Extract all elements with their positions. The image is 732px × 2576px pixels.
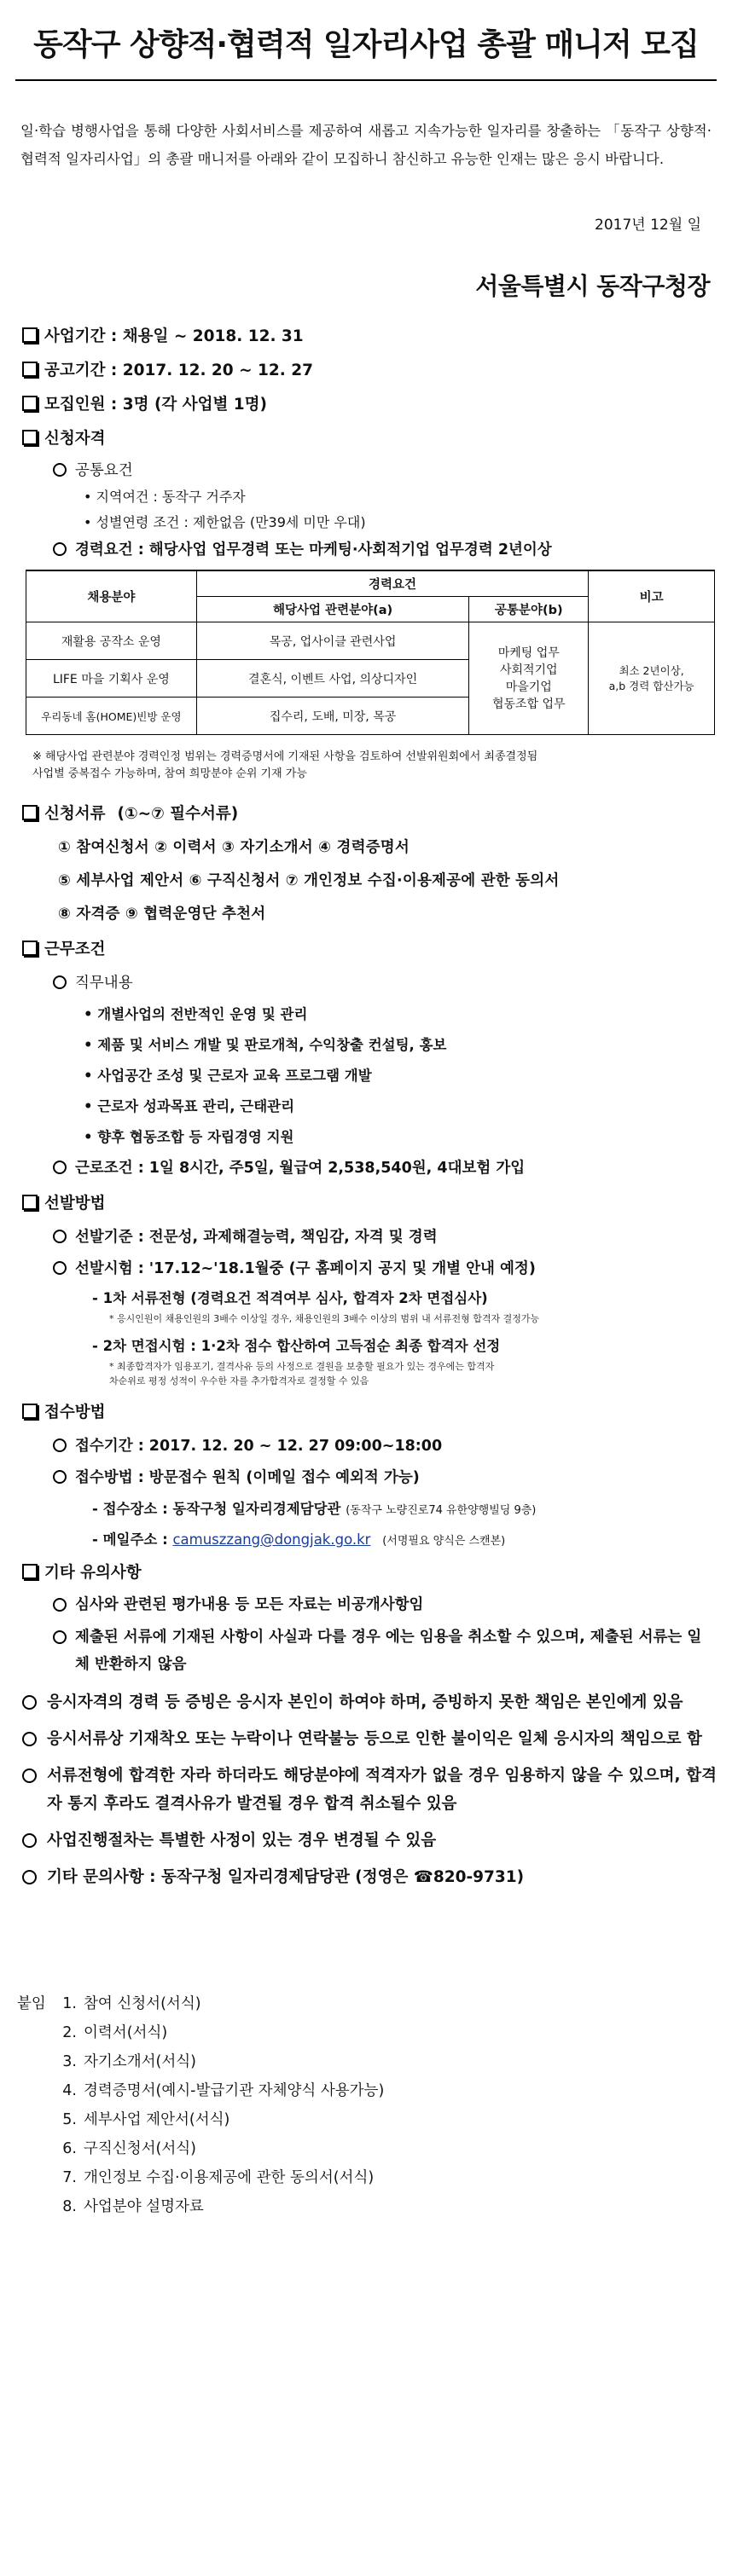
selection-exam-text: 선발시험 : '17.12~'18.1월중 (구 홈페이지 공지 및 개별 안내 예정) bbox=[75, 1260, 536, 1277]
general-note-text: 응시서류상 기재착오 또는 누락이나 연락불능 등으로 인한 불이익은 일체 응시자의 책임으로 함 bbox=[47, 1730, 702, 1748]
circle-bullet-icon bbox=[22, 1833, 37, 1848]
circle-bullet-icon bbox=[53, 542, 67, 556]
attachment-label: 붙임 bbox=[17, 1995, 46, 2012]
attachment-number: 7. bbox=[62, 2169, 77, 2186]
career-requirement bbox=[15, 538, 717, 559]
attachment-item bbox=[17, 2050, 717, 2071]
selection-heading: 선발방법 bbox=[44, 1195, 106, 1213]
circle-bullet-icon bbox=[53, 1261, 67, 1275]
application-period bbox=[15, 1434, 717, 1456]
application-place-text: - 접수장소 : 동작구청 일자리경제담당관 bbox=[92, 1501, 341, 1517]
intro-paragraph: 일·학습 병행사업을 통해 다양한 사회서비스를 제공하여 새롭고 지속가능한 일자리를 창출하는 「동작구 상향적·협력적 일자리사업」의 총괄 매니저를 아래와 같이 모집하니 참신하고 유능한 인재는 많은 응시 바랍니다. bbox=[20, 123, 712, 167]
work-conditions-heading: 근무조건 bbox=[44, 941, 106, 958]
section-recruit-count bbox=[15, 392, 717, 414]
qualification-heading: 신청자격 bbox=[44, 430, 106, 448]
circle-bullet-icon bbox=[53, 1439, 67, 1452]
attachment-item bbox=[17, 2108, 717, 2129]
attachment-item bbox=[17, 2195, 717, 2216]
general-note-text: 기타 문의사항 : 동작구청 일자리경제담당관 (정영은 ☎820-9731) bbox=[47, 1868, 525, 1886]
duty-label: 직무내용 bbox=[75, 975, 133, 992]
circle-bullet-icon bbox=[53, 1161, 67, 1174]
section-work-conditions bbox=[15, 937, 717, 959]
notice-period-text: 공고기간 : 2017. 12. 20 ~ 12. 27 bbox=[44, 362, 314, 379]
general-note bbox=[15, 1863, 717, 1891]
selection-criteria-text: 선발기준 : 전문성, 과제해결능력, 책임감, 자격 및 경력 bbox=[75, 1229, 438, 1246]
circle-bullet-icon bbox=[53, 975, 67, 989]
labor-conditions-text: 근로조건 : 1일 8시간, 주5일, 월급여 2,538,540원, 4대보험 가입 bbox=[75, 1160, 526, 1177]
business-period-text: 사업기간 : 채용일 ~ 2018. 12. 31 bbox=[44, 327, 304, 345]
attachment-title: 세부사업 제안서(서식) bbox=[84, 2111, 230, 2128]
section-qualification bbox=[15, 426, 717, 449]
other-notes-heading: 기타 유의사항 bbox=[44, 1564, 142, 1582]
checkbox-square-icon bbox=[22, 327, 38, 343]
duty-item-text: 사업공간 조성 및 근로자 교육 프로그램 개발 bbox=[97, 1068, 372, 1084]
circle-bullet-icon bbox=[22, 1870, 37, 1884]
duty-item: • 향후 협동조합 등 자립경영 지원 bbox=[84, 1129, 294, 1145]
gender-requirement: • 성별연령 조건 : 제한없음 (만39세 미만 우대) bbox=[84, 514, 366, 530]
checkbox-square-icon bbox=[22, 941, 38, 956]
table-cell-field: 우리동네 홈(HOME)빈방 운영 bbox=[26, 698, 197, 735]
selection-step-1: - 1차 서류전형 (경력요건 적격여부 심사, 합격자 2차 면접심사) bbox=[92, 1290, 488, 1306]
section-selection bbox=[15, 1191, 717, 1213]
attachment-number: 2. bbox=[62, 2024, 77, 2041]
table-header-b: 공통분야(b) bbox=[469, 597, 589, 622]
application-period-text: 접수기간 : 2017. 12. 20 ~ 12. 27 09:00~18:00 bbox=[75, 1438, 443, 1455]
email-link[interactable]: camuszzang@dongjak.go.kr bbox=[172, 1531, 371, 1548]
general-note-text: 사업진행절차는 특별한 사정이 있는 경우 변경될 수 있음 bbox=[47, 1832, 437, 1850]
documents-heading: 신청서류 bbox=[44, 805, 106, 823]
career-requirement-text: 경력요건 : 해당사업 업무경력 또는 마케팅·사회적기업 업무경력 2년이상 bbox=[75, 541, 552, 559]
attachment-item bbox=[17, 2166, 717, 2187]
table-header-note: 비고 bbox=[589, 570, 715, 622]
attachment-title: 참여 신청서(서식) bbox=[84, 1995, 201, 2012]
labor-conditions bbox=[15, 1156, 717, 1178]
attachment-title: 사업분야 설명자료 bbox=[84, 2198, 204, 2215]
duty-item-text: 근로자 성과목표 관리, 근태관리 bbox=[97, 1098, 295, 1114]
email-label: - 메일주소 : bbox=[92, 1531, 173, 1548]
attachment-title: 개인정보 수집·이용제공에 관한 동의서(서식) bbox=[84, 2169, 375, 2186]
attachment-number: 6. bbox=[62, 2140, 77, 2157]
circle-bullet-icon bbox=[53, 1598, 67, 1612]
common-requirements-label: 공통요건 bbox=[75, 462, 133, 479]
table-cell-a: 목공, 업사이클 관련사업 bbox=[196, 622, 469, 660]
attachment-item bbox=[17, 1992, 717, 2013]
other-note-text: 심사와 관련된 평가내용 등 모든 자료는 비공개사항임 bbox=[75, 1596, 424, 1613]
attachment-title: 자기소개서(서식) bbox=[84, 2053, 196, 2070]
table-cell-a: 집수리, 도배, 미장, 목공 bbox=[196, 698, 469, 735]
attachment-item bbox=[17, 2137, 717, 2158]
other-note-item bbox=[15, 1624, 717, 1678]
circle-bullet-icon bbox=[22, 1732, 37, 1746]
table-header-field: 채용분야 bbox=[26, 570, 197, 622]
documents-required-note: (①~⑦ 필수서류) bbox=[117, 805, 239, 823]
attachment-number: 3. bbox=[62, 2053, 77, 2070]
checkbox-square-icon bbox=[22, 1404, 38, 1419]
table-cell-b: 마케팅 업무 사회적기업 마을기업 협동조합 업무 bbox=[469, 622, 589, 735]
documents-line-2: ⑤ 세부사업 제안서 ⑥ 구직신청서 ⑦ 개인정보 수집·이용제공에 관한 동의서 bbox=[58, 872, 560, 889]
application-method bbox=[15, 1466, 717, 1487]
attachments bbox=[15, 1992, 717, 2216]
recruit-count-text: 모집인원 : 3명 (각 사업별 1명) bbox=[44, 396, 267, 414]
application-place-address: (동작구 노량진로74 유한양행빌딩 9층) bbox=[346, 1504, 537, 1517]
checkbox-square-icon bbox=[22, 396, 38, 411]
duty-item: • 개별사업의 전반적인 운영 및 관리 bbox=[84, 1006, 308, 1022]
table-cell-field: LIFE 마을 기획사 운영 bbox=[26, 660, 197, 698]
general-note bbox=[15, 1688, 717, 1716]
gender-requirement-text: 성별연령 조건 : 제한없음 (만39세 미만 우대) bbox=[96, 514, 366, 530]
circle-bullet-icon bbox=[22, 1695, 37, 1710]
table-cell-field: 재활용 공작소 운영 bbox=[26, 622, 197, 660]
duty-item-text: 제품 및 서비스 개발 및 판로개척, 수익창출 컨설팅, 홍보 bbox=[97, 1037, 447, 1053]
general-note bbox=[15, 1826, 717, 1855]
attachment-title: 구직신청서(서식) bbox=[84, 2140, 196, 2157]
table-cell-note: 최소 2년이상, a,b 경력 합산가능 bbox=[589, 622, 715, 735]
application-heading: 접수방법 bbox=[44, 1404, 106, 1421]
other-note-item bbox=[15, 1591, 717, 1618]
selection-exam bbox=[15, 1257, 717, 1278]
table-header-a: 해당사업 관련분야(a) bbox=[196, 597, 469, 622]
duty-item: • 근로자 성과목표 관리, 근태관리 bbox=[84, 1098, 295, 1114]
circle-bullet-icon bbox=[53, 1470, 67, 1484]
duty-subsection bbox=[15, 971, 717, 993]
attachment-item bbox=[17, 2021, 717, 2042]
issuing-organization: 서울특별시 동작구청장 bbox=[475, 272, 710, 300]
circle-bullet-icon bbox=[53, 1230, 67, 1243]
email-note: (서명필요 양식은 스캔본) bbox=[382, 1535, 506, 1548]
notice-date: 2017년 12월 일 bbox=[595, 217, 701, 234]
checkbox-square-icon bbox=[22, 430, 38, 445]
attachment-number: 4. bbox=[62, 2082, 77, 2099]
section-notice-period bbox=[15, 358, 717, 380]
selection-step-1-note: * 응시인원이 채용인원의 3배수 이상일 경우, 채용인원의 3배수 이상의 범위 내 서류전형 합격자 결정가능 bbox=[109, 1313, 540, 1324]
circle-bullet-icon bbox=[53, 1630, 67, 1644]
table-footnote: ※ 해당사업 관련분야 경력인정 범위는 경력증명서에 기재된 사항을 검토하여 선발위원회에서 최종결정됨 사업별 중복접수 가능하며, 참여 희망분야 순위 기재 가능 bbox=[32, 750, 538, 780]
duty-item-text: 개별사업의 전반적인 운영 및 관리 bbox=[97, 1006, 308, 1022]
other-note-text: 제출된 서류에 기재된 사항이 사실과 다를 경우 에는 임용을 취소할 수 있으며, 제출된 서류는 일체 반환하지 않음 bbox=[75, 1629, 702, 1673]
title-divider bbox=[15, 79, 717, 81]
attachment-number: 8. bbox=[62, 2198, 77, 2215]
documents-line-1: ① 참여신청서 ② 이력서 ③ 자기소개서 ④ 경력증명서 bbox=[58, 839, 410, 856]
page-title: 동작구 상향적·협력적 일자리사업 총괄 매니저 모집 bbox=[33, 27, 699, 62]
table-header-career: 경력요건 bbox=[196, 570, 588, 597]
duty-item-text: 향후 협동조합 등 자립경영 지원 bbox=[97, 1129, 294, 1145]
section-documents bbox=[15, 802, 717, 824]
general-note-text: 서류전형에 합격한 자라 하더라도 해당분야에 적격자가 없을 경우 임용하지 않을 수 있으며, 합격자 통지 후라도 결격사유가 발견될 경우 합격 취소될수 있음 bbox=[47, 1767, 717, 1813]
common-requirements bbox=[15, 459, 717, 480]
table-cell-a: 결혼식, 이벤트 사업, 의상디자인 bbox=[196, 660, 469, 698]
checkbox-square-icon bbox=[22, 362, 38, 377]
duty-item: • 제품 및 서비스 개발 및 판로개척, 수익창출 컨설팅, 홍보 bbox=[84, 1037, 447, 1053]
application-place bbox=[15, 1497, 717, 1518]
attachment-title: 경력증명서(예시-발급기관 자체양식 사용가능) bbox=[84, 2082, 385, 2099]
selection-step-2-note: * 최종합격자가 임용포기, 결격사유 등의 사정으로 결원을 보충할 필요가 있는 경우에는 합격자 차순위로 평정 성적이 우수한 자를 추가합격자로 결정할 수 있음 bbox=[109, 1361, 495, 1386]
selection-criteria bbox=[15, 1225, 717, 1247]
attachment-number: 5. bbox=[62, 2111, 77, 2128]
career-requirement-table bbox=[26, 570, 715, 735]
general-note bbox=[15, 1762, 717, 1818]
documents-line-3: ⑧ 자격증 ⑨ 협력운영단 추천서 bbox=[58, 906, 266, 923]
attachment-title: 이력서(서식) bbox=[84, 2024, 168, 2041]
general-note-text: 응시자격의 경력 등 증빙은 응시자 본인이 하여야 하며, 증빙하지 못한 책임은 본인에게 있음 bbox=[47, 1693, 683, 1711]
application-email bbox=[15, 1528, 717, 1548]
region-requirement-text: 지역여건 : 동작구 거주자 bbox=[96, 489, 246, 505]
checkbox-square-icon bbox=[22, 1195, 38, 1210]
attachment-item bbox=[17, 2079, 717, 2100]
general-note bbox=[15, 1725, 717, 1753]
table-row bbox=[26, 622, 715, 660]
section-other-notes bbox=[15, 1560, 717, 1583]
circle-bullet-icon bbox=[53, 463, 67, 477]
duty-item: • 사업공간 조성 및 근로자 교육 프로그램 개발 bbox=[84, 1068, 372, 1084]
attachment-number: 1. bbox=[62, 1995, 77, 2012]
region-requirement: • 지역여건 : 동작구 거주자 bbox=[84, 489, 246, 505]
section-business-period bbox=[15, 324, 717, 346]
checkbox-square-icon bbox=[22, 1564, 38, 1579]
circle-bullet-icon bbox=[22, 1768, 37, 1783]
selection-step-2: - 2차 면접시험 : 1·2차 점수 합산하여 고득점순 최종 합격자 선정 bbox=[92, 1338, 501, 1354]
application-method-text: 접수방법 : 방문접수 원칙 (이메일 접수 예외적 가능) bbox=[75, 1469, 420, 1486]
section-application bbox=[15, 1400, 717, 1422]
checkbox-square-icon bbox=[22, 805, 38, 820]
